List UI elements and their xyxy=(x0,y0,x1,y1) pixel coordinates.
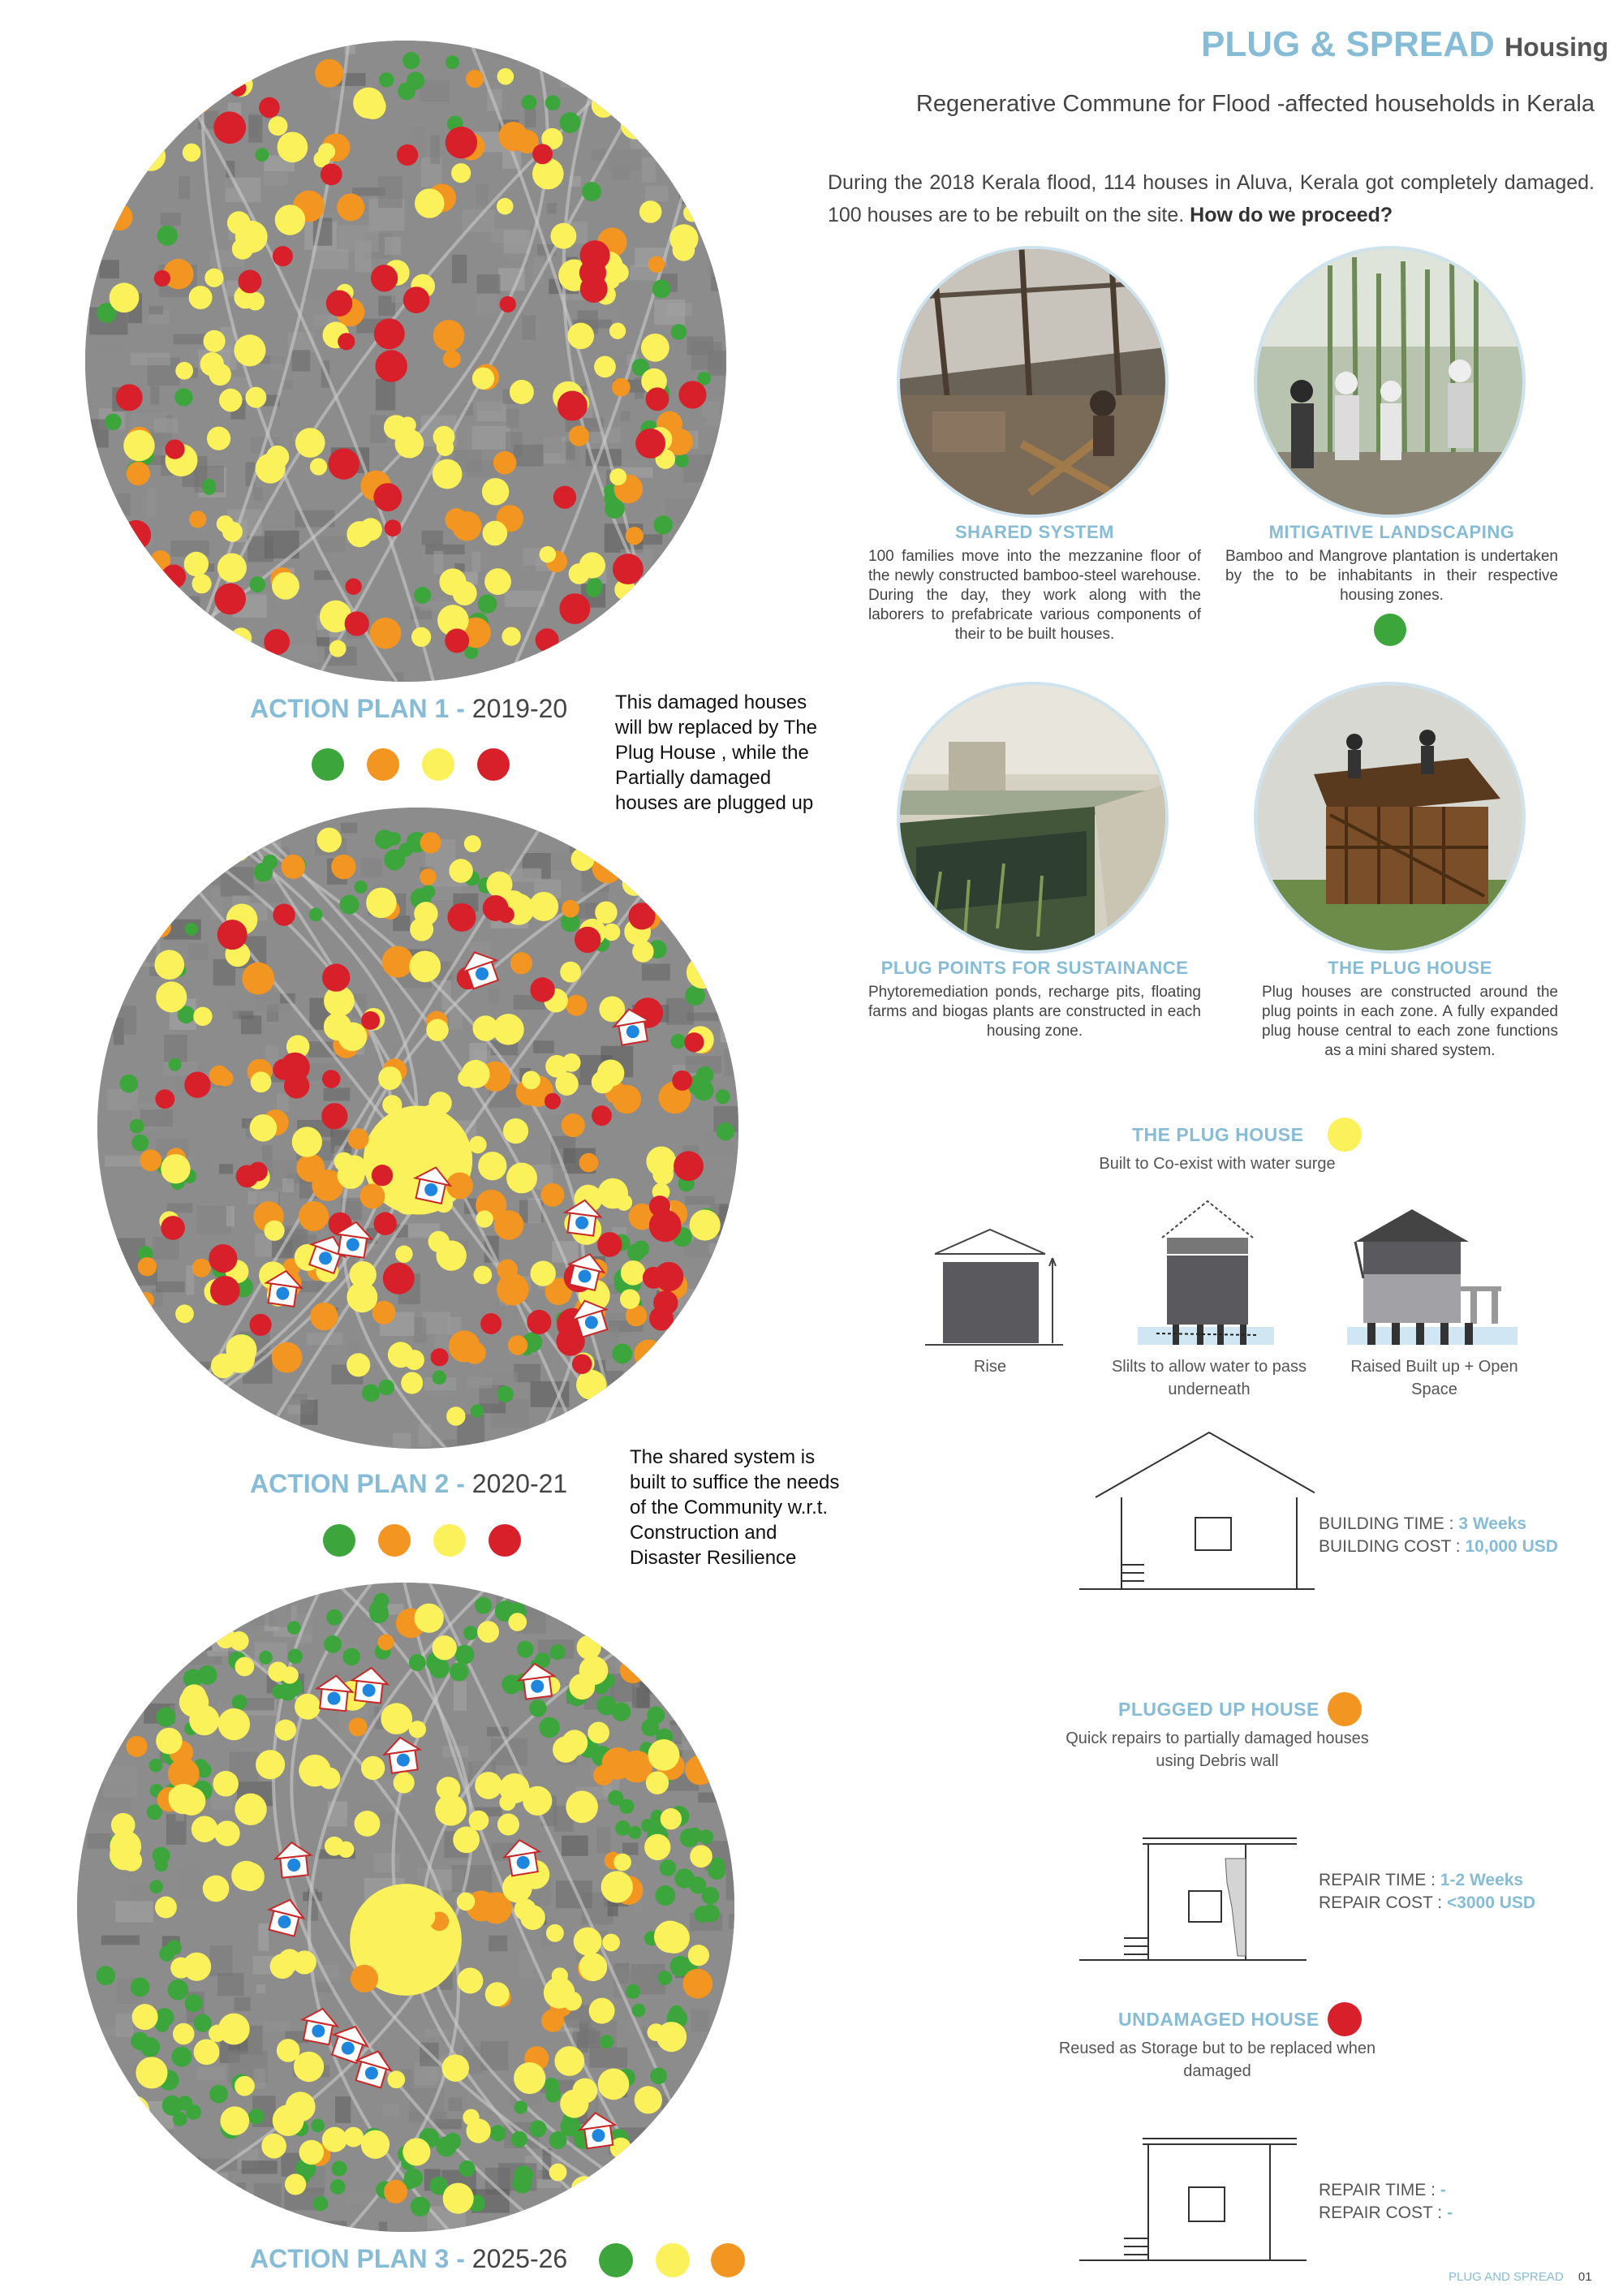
footer xyxy=(1449,2270,1592,2284)
plan-2-name: ACTION PLAN 2 - xyxy=(250,1469,465,1498)
step-rise: Rise xyxy=(973,1358,1006,1376)
legend-red-dot xyxy=(477,748,510,781)
shared-system-photo xyxy=(897,246,1169,518)
plug-house-desc: Built to Co-exist with water surge xyxy=(1099,1155,1336,1173)
shared-system-title: SHARED SYSTEM xyxy=(955,522,1114,542)
intro-paragraph xyxy=(828,166,1595,231)
legend-yellow-dot xyxy=(656,2243,690,2277)
undamaged-house-desc: Reused as Storage but to be replaced when damaged xyxy=(1058,2040,1376,2080)
legend-red-dot xyxy=(489,1524,521,1557)
green-marker xyxy=(1374,614,1406,646)
map-action-plan-1 xyxy=(85,41,726,682)
title-text: PLUG & SPREAD xyxy=(1201,24,1495,64)
plugged-house-desc: Quick repairs to partially damaged houses using Debris wall xyxy=(1065,1730,1369,1770)
repair-time-plugged xyxy=(1319,1869,1523,1892)
repair-time-value: 1-2 Weeks xyxy=(1440,1871,1524,1889)
landscaping-text: Bamboo and Mangrove plantation is undertaken by the to be inhabitants in their respective housing zones. xyxy=(1225,548,1558,604)
red-marker xyxy=(1328,2002,1362,2036)
intro-text: During the 2018 Kerala flood, 114 houses in Aluva, Kerala got completely damaged. 100 houses are to be rebuilt on the site. xyxy=(828,171,1595,226)
mitigative-landscaping-photo xyxy=(1254,246,1526,518)
note-plan-2: The shared system is built to suffice the needs of the Community w.r.t. Construction and Disaster Resilience xyxy=(630,1446,840,1569)
building-time-value: 3 Weeks xyxy=(1458,1514,1526,1533)
legend-orange-dot xyxy=(711,2243,745,2277)
plan-1-name: ACTION PLAN 1 - xyxy=(250,694,465,723)
page-subtitle: Regenerative Commune for Flood -affected households in Kerala xyxy=(915,91,1595,117)
plug-house-photo xyxy=(1254,682,1526,954)
plug-house-section-title: THE PLUG HOUSE xyxy=(1132,1124,1304,1145)
plug-house-title: THE PLUG HOUSE xyxy=(1328,958,1492,978)
building-time xyxy=(1319,1513,1526,1536)
legend-orange-dot xyxy=(367,748,399,781)
legend-yellow-dot xyxy=(422,748,454,781)
plan-2-year: 2020-21 xyxy=(471,1469,568,1498)
plugged-house-title: PLUGGED UP HOUSE xyxy=(1118,1699,1319,1720)
footer-label: PLUG AND SPREAD xyxy=(1449,2270,1564,2284)
repair-time-value: - xyxy=(1440,2181,1446,2199)
building-time-label: BUILDING TIME : xyxy=(1319,1514,1454,1533)
plan-1-year: 2019-20 xyxy=(471,694,568,723)
repair-cost-undamaged xyxy=(1319,2202,1453,2225)
legend-green-dot xyxy=(323,1524,355,1557)
landscaping-title: MITIGATIVE LANDSCAPING xyxy=(1268,522,1515,542)
plug-house-evolution-sketch xyxy=(925,1197,1542,1359)
repair-time-label: REPAIR TIME : xyxy=(1319,1871,1436,1889)
yellow-marker xyxy=(1328,1118,1362,1152)
title-suffix: Housing xyxy=(1505,32,1609,62)
page-number: 01 xyxy=(1578,2270,1592,2284)
repair-cost-plugged xyxy=(1319,1892,1535,1915)
page-title xyxy=(1201,24,1608,65)
legend-green-dot xyxy=(312,748,344,781)
plugged-house-elevation xyxy=(1079,1834,1307,1964)
building-cost-value: 10,000 USD xyxy=(1465,1537,1558,1556)
plug-points-photo xyxy=(897,682,1169,954)
legend-orange-dot xyxy=(378,1524,411,1557)
plug-points-title: PLUG POINTS FOR SUSTAINANCE xyxy=(880,958,1189,978)
plan-3-year: 2025-26 xyxy=(471,2244,568,2273)
repair-cost-label: REPAIR COST : xyxy=(1319,1893,1443,1912)
legend-green-dot xyxy=(599,2243,633,2277)
undamaged-house-elevation xyxy=(1079,2134,1307,2264)
repair-cost-value: <3000 USD xyxy=(1446,1893,1536,1912)
building-cost-label: BUILDING COST : xyxy=(1319,1537,1461,1556)
intro-question: How do we proceed? xyxy=(1190,204,1393,226)
orange-marker xyxy=(1328,1692,1362,1726)
map-action-plan-2 xyxy=(97,808,738,1449)
action-plan-2-label xyxy=(250,1469,567,1499)
action-plan-1-label xyxy=(250,694,567,724)
step-raised: Raised Built up + Open Space xyxy=(1350,1358,1518,1398)
map-action-plan-3 xyxy=(77,1583,734,2232)
repair-time-label: REPAIR TIME : xyxy=(1319,2181,1436,2199)
repair-cost-label: REPAIR COST : xyxy=(1319,2203,1443,2222)
step-stilts: Slilts to allow water to pass underneath xyxy=(1111,1358,1307,1398)
undamaged-house-title: UNDAMAGED HOUSE xyxy=(1118,2009,1319,2030)
plug-house-elevation xyxy=(1079,1428,1315,1599)
plug-house-text: Plug houses are constructed around the plug points in each zone. A fully expanded plug house central to each zone functions as a mini shared system. xyxy=(1262,984,1558,1059)
legend-yellow-dot xyxy=(433,1524,466,1557)
shared-system-text: 100 families move into the mezzanine floor of the newly constructed bamboo-steel warehouse. During the day, they work along with the laborers to prefabricate various components of their to be built houses. xyxy=(868,548,1201,643)
note-plan-1: This damaged houses will bw replaced by The Plug House , while the Partially damaged houses are plugged up xyxy=(615,691,818,814)
plan-3-name: ACTION PLAN 3 - xyxy=(250,2244,465,2273)
repair-cost-value: - xyxy=(1446,2203,1453,2222)
action-plan-3-label xyxy=(250,2244,567,2274)
building-cost xyxy=(1319,1536,1558,1558)
repair-time-undamaged xyxy=(1319,2179,1446,2202)
plug-points-text: Phytoremediation ponds, recharge pits, floating farms and biogas plants are constructed in each housing zone. xyxy=(868,984,1201,1040)
